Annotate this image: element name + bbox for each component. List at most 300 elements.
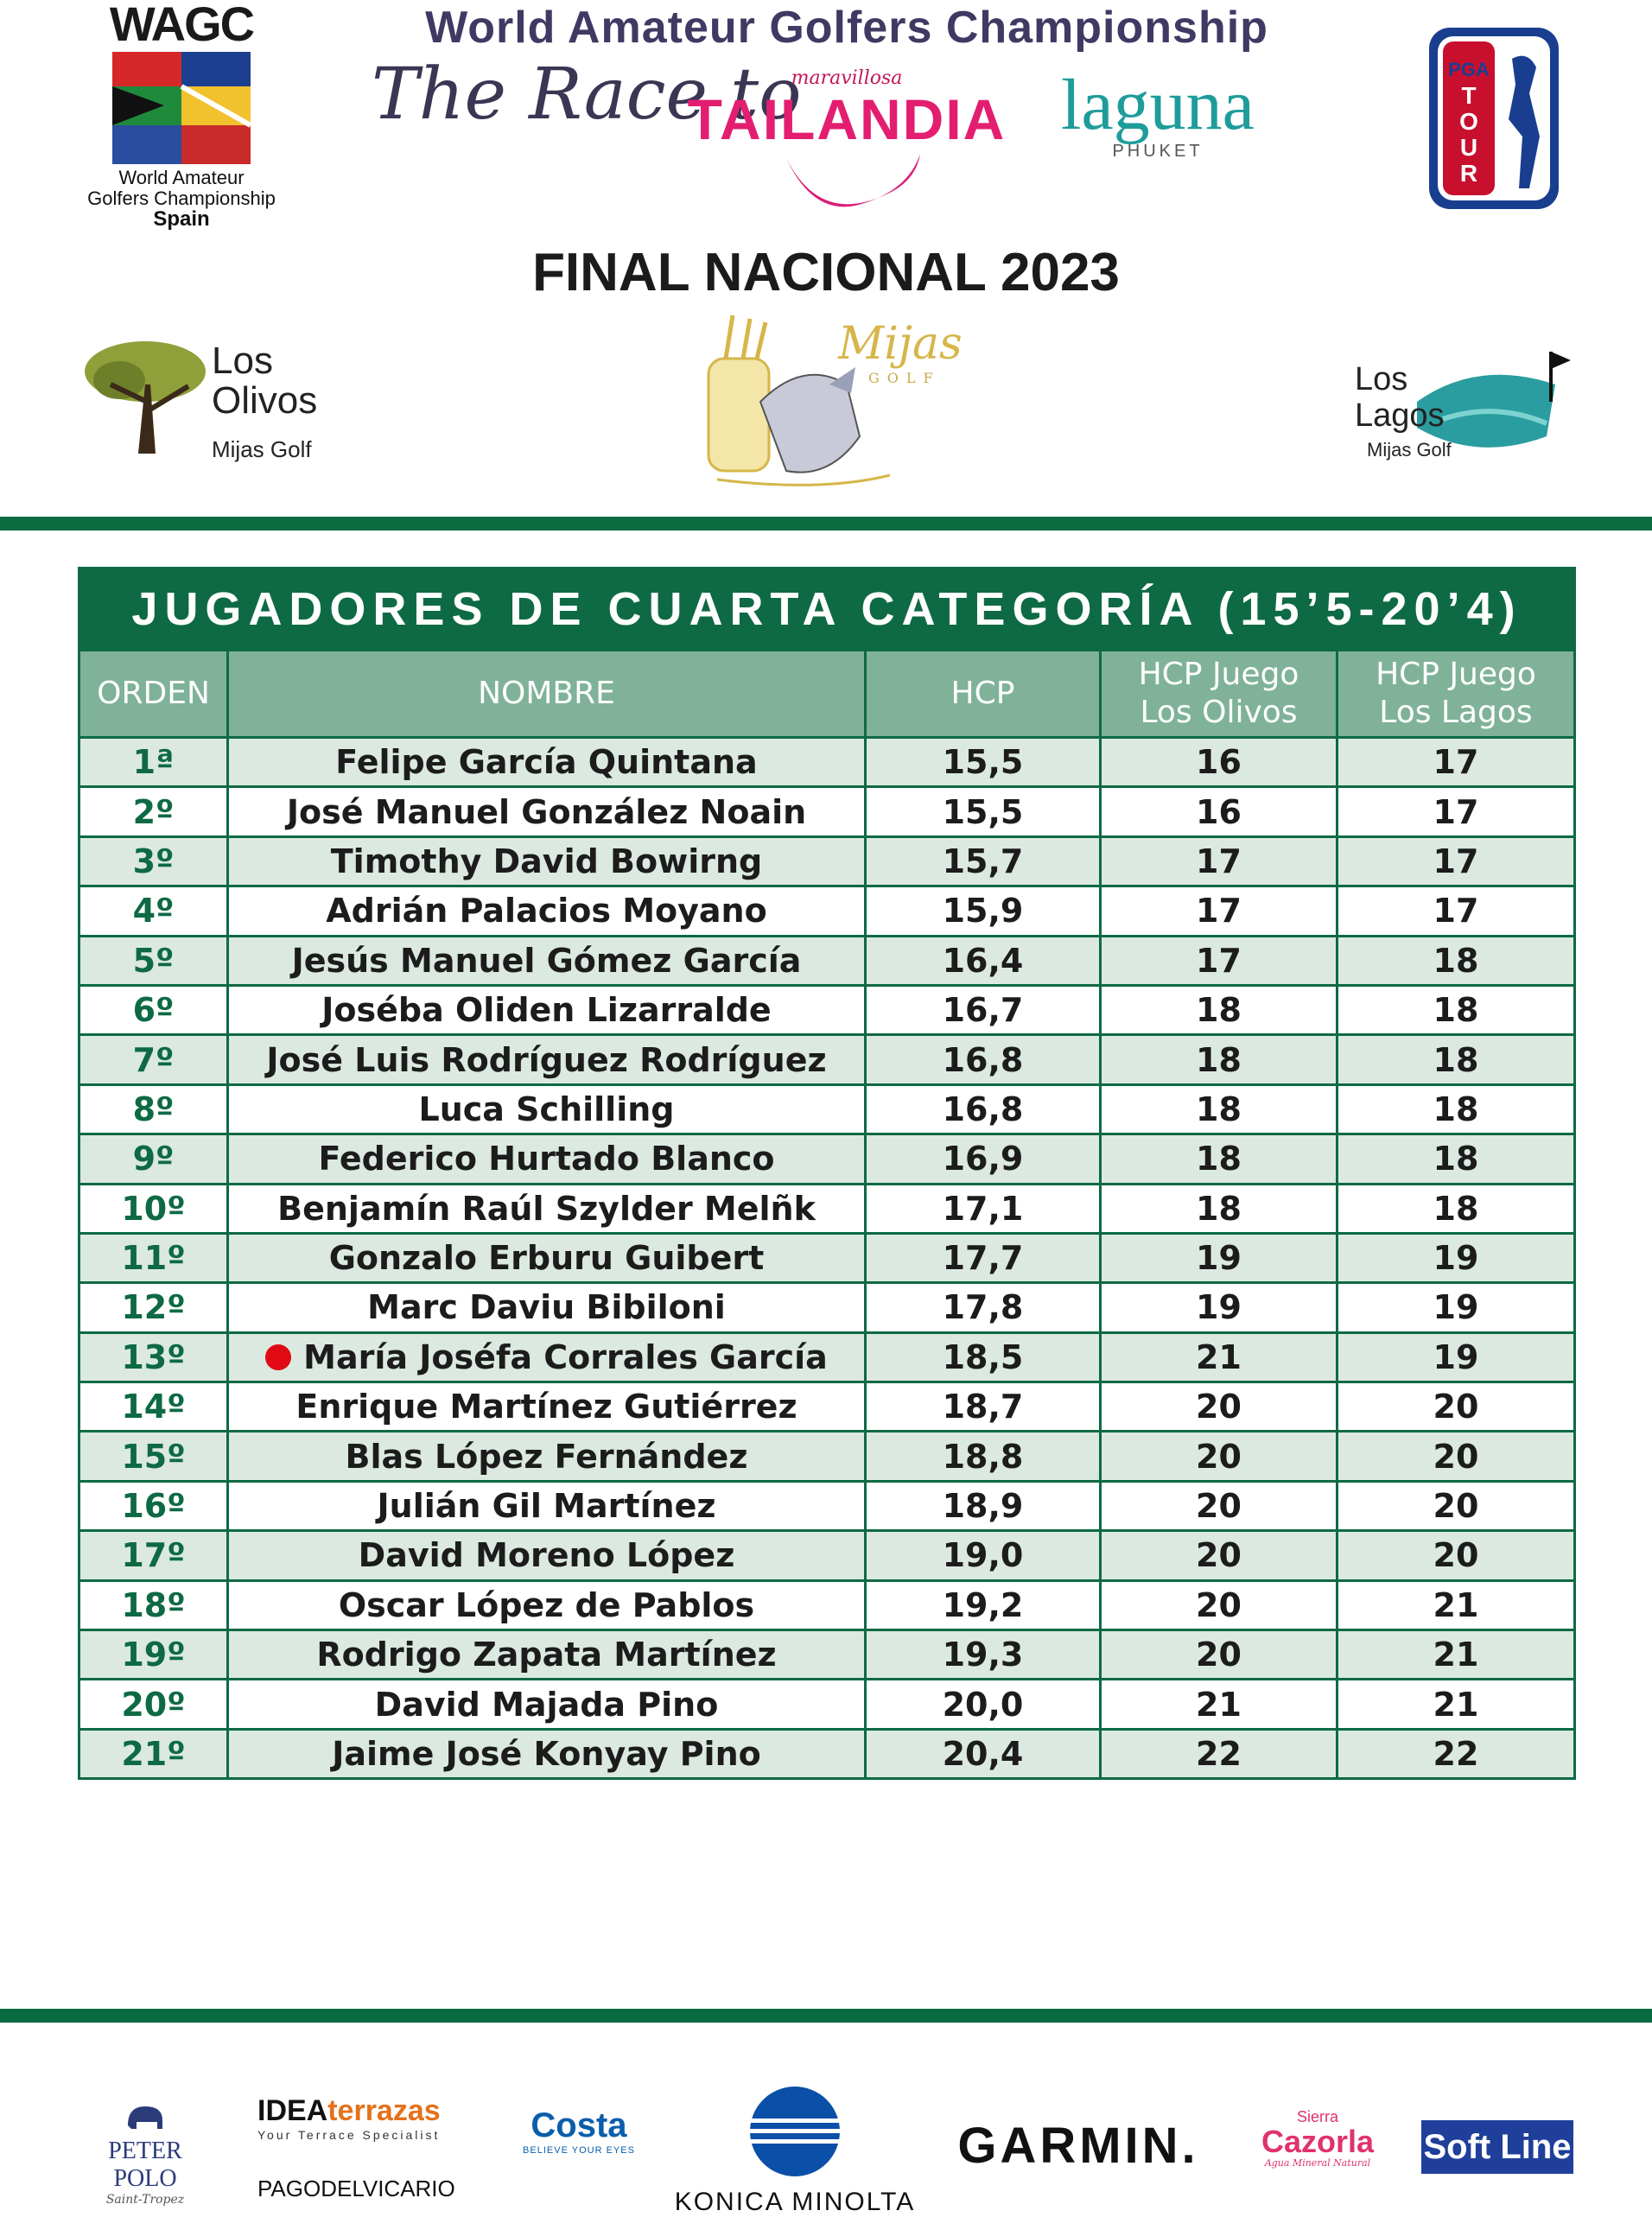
cell-hcp-olivos xyxy=(1102,1731,1338,1777)
cell-nombre-text: María Joséfa Corrales García xyxy=(303,1337,828,1376)
cell-orden-text: 7º xyxy=(132,1040,175,1079)
cell-hcp-olivos-text: 20 xyxy=(1196,1636,1242,1674)
table-row xyxy=(80,935,1573,984)
cell-hcp-text: 15,5 xyxy=(942,743,1024,782)
table-row xyxy=(80,1381,1573,1430)
cell-orden xyxy=(80,987,229,1033)
cell-hcp-text: 15,7 xyxy=(942,842,1024,880)
table-row xyxy=(80,1331,1573,1381)
cell-nombre xyxy=(229,1631,867,1678)
column-header-line: Los Olivos xyxy=(1140,695,1298,730)
sponsor-peter-polo-word: PETER POLO xyxy=(108,2138,182,2192)
cell-hcp-olivos-text: 18 xyxy=(1196,991,1242,1030)
cell-nombre xyxy=(229,788,867,835)
cell-orden-text: 13º xyxy=(121,1337,186,1376)
cell-hcp xyxy=(867,1086,1102,1133)
cell-hcp-olivos xyxy=(1102,788,1338,835)
cell-nombre-text: Federico Hurtado Blanco xyxy=(318,1140,775,1178)
cell-hcp-lagos-text: 19 xyxy=(1433,1239,1479,1278)
cell-hcp-lagos-text: 17 xyxy=(1433,892,1479,931)
cell-orden xyxy=(80,1483,229,1529)
table-row xyxy=(80,1480,1573,1529)
cell-hcp-olivos xyxy=(1102,1086,1338,1133)
table-row xyxy=(80,1529,1573,1579)
cell-hcp xyxy=(867,1284,1102,1331)
cell-orden xyxy=(80,1731,229,1777)
sponsor-idea-terrazas xyxy=(257,2094,473,2142)
cell-orden xyxy=(80,1383,229,1430)
cell-hcp xyxy=(867,1185,1102,1232)
cell-hcp xyxy=(867,739,1102,785)
sponsor-costa-word: Costa xyxy=(531,2106,627,2144)
olivos-name-line: Los xyxy=(212,340,273,382)
wagc-flags-emblem xyxy=(112,52,251,164)
cell-orden xyxy=(80,739,229,785)
pga-logo-letter-t: T xyxy=(1461,82,1477,109)
cell-hcp-text: 16,9 xyxy=(942,1140,1024,1178)
olivos-name-line: Olivos xyxy=(212,379,318,422)
cell-hcp-lagos xyxy=(1338,1582,1573,1629)
cell-hcp xyxy=(867,887,1102,934)
table-row xyxy=(80,1430,1573,1479)
sponsor-terrazas-word: terrazas xyxy=(327,2094,441,2127)
table-row xyxy=(80,1232,1573,1281)
cell-orden-text: 15º xyxy=(121,1437,186,1476)
cell-hcp-text: 18,9 xyxy=(942,1487,1024,1526)
cell-hcp-olivos xyxy=(1102,937,1338,984)
cell-hcp-lagos xyxy=(1338,1334,1573,1381)
cell-hcp-text: 17,8 xyxy=(942,1288,1024,1327)
cell-nombre-text: Timothy David Bowirng xyxy=(330,842,763,880)
olivos-name xyxy=(212,341,317,421)
cell-nombre xyxy=(229,1036,867,1083)
cell-hcp xyxy=(867,1532,1102,1579)
race-script: The Race to xyxy=(372,54,802,136)
cell-hcp-olivos xyxy=(1102,838,1338,885)
cell-hcp-olivos xyxy=(1102,1532,1338,1579)
cell-hcp-olivos-text: 16 xyxy=(1196,792,1242,831)
cell-hcp-text: 16,4 xyxy=(942,941,1024,980)
cell-nombre-text: José Manuel González Noain xyxy=(286,792,807,831)
wagc-logo-line: World Amateur xyxy=(118,167,245,188)
cell-hcp xyxy=(867,1235,1102,1281)
cell-hcp xyxy=(867,1135,1102,1182)
pga-logo-letter-r: R xyxy=(1459,160,1478,187)
cell-hcp-lagos-text: 18 xyxy=(1433,1089,1479,1128)
cell-hcp-text: 15,9 xyxy=(942,892,1024,931)
table-row xyxy=(80,835,1573,885)
sponsor-peter-polo xyxy=(76,2099,214,2207)
laguna-logo xyxy=(1028,65,1287,162)
cell-nombre-text: Luca Schilling xyxy=(418,1089,675,1128)
cell-orden xyxy=(80,1086,229,1133)
cell-nombre-text: Jesús Manuel Gómez García xyxy=(291,941,802,980)
cell-orden xyxy=(80,1631,229,1678)
cell-nombre xyxy=(229,739,867,785)
cell-hcp-lagos xyxy=(1338,1235,1573,1281)
cell-orden-text: 16º xyxy=(121,1487,186,1526)
cell-hcp-olivos-text: 18 xyxy=(1196,1140,1242,1178)
column-header-orden: ORDEN xyxy=(80,651,229,736)
table-row xyxy=(80,984,1573,1033)
wagc-logo-line: Golfers Championship xyxy=(87,187,276,209)
standings-table xyxy=(78,567,1576,1780)
sponsor-konica-minolta xyxy=(674,2084,916,2217)
cell-hcp xyxy=(867,987,1102,1033)
cell-hcp-olivos xyxy=(1102,1383,1338,1430)
cell-nombre xyxy=(229,987,867,1033)
sponsor-cazorla-top: Sierra xyxy=(1296,2108,1338,2125)
cell-hcp-olivos-text: 20 xyxy=(1196,1437,1242,1476)
cell-hcp-olivos xyxy=(1102,987,1338,1033)
cell-hcp-text: 17,7 xyxy=(942,1239,1024,1278)
cell-hcp-lagos xyxy=(1338,1383,1573,1430)
cell-hcp-lagos-text: 17 xyxy=(1433,842,1479,880)
cell-hcp-text: 18,8 xyxy=(942,1437,1024,1476)
final-title: FINAL NACIONAL 2023 xyxy=(532,243,1120,302)
table-body xyxy=(80,736,1573,1777)
cell-hcp-lagos-text: 19 xyxy=(1433,1288,1479,1327)
tailandia-logo xyxy=(683,67,1011,223)
pga-tour-logo xyxy=(1426,24,1564,214)
table-row xyxy=(80,1133,1573,1182)
cell-hcp xyxy=(867,1680,1102,1727)
cell-hcp-lagos xyxy=(1338,788,1573,835)
cell-orden xyxy=(80,788,229,835)
sponsor-costa xyxy=(518,2106,639,2156)
cell-nombre-text: David Moreno López xyxy=(358,1536,735,1575)
cell-hcp xyxy=(867,1731,1102,1777)
red-dot-marker-icon xyxy=(265,1344,291,1370)
cell-hcp-text: 15,5 xyxy=(942,792,1024,831)
cell-nombre-text: Gonzalo Erburu Guibert xyxy=(328,1239,765,1278)
cell-hcp-olivos xyxy=(1102,1432,1338,1479)
cell-orden xyxy=(80,1036,229,1083)
cell-orden-text: 9º xyxy=(132,1140,175,1178)
cell-nombre-text: Benjamín Raúl Szylder Melñk xyxy=(277,1189,816,1228)
cell-hcp-olivos xyxy=(1102,1582,1338,1629)
cell-orden xyxy=(80,1284,229,1331)
pga-logo-letter-u: U xyxy=(1459,134,1478,161)
cell-orden-text: 20º xyxy=(121,1685,186,1724)
cell-hcp-lagos xyxy=(1338,838,1573,885)
cell-hcp-lagos xyxy=(1338,1036,1573,1083)
cell-orden-text: 19º xyxy=(121,1636,186,1674)
wagc-logo xyxy=(52,0,311,242)
sponsor-sierra-cazorla xyxy=(1257,2108,1378,2169)
cell-hcp-olivos-text: 19 xyxy=(1196,1288,1242,1327)
table-title: JUGADORES DE CUARTA CATEGORÍA (15’5-20’4) xyxy=(80,569,1573,649)
cell-hcp-lagos xyxy=(1338,937,1573,984)
cell-hcp-olivos xyxy=(1102,1235,1338,1281)
cell-nombre xyxy=(229,1582,867,1629)
cell-nombre-text: Oscar López de Pablos xyxy=(338,1585,755,1624)
cell-hcp xyxy=(867,937,1102,984)
cell-hcp xyxy=(867,1582,1102,1629)
column-header-hcp-lagos xyxy=(1338,651,1573,736)
sponsor-konica-word: KONICA MINOLTA xyxy=(674,2188,916,2216)
wagc-logo-line: Spain xyxy=(153,207,210,231)
sponsor-idea-word: IDEA xyxy=(257,2094,328,2127)
cell-nombre xyxy=(229,1532,867,1579)
cell-orden-text: 4º xyxy=(132,892,175,931)
cell-hcp xyxy=(867,1383,1102,1430)
cell-nombre-text: Enrique Martínez Gutiérrez xyxy=(295,1388,797,1426)
cell-hcp-lagos xyxy=(1338,1185,1573,1232)
cell-hcp-text: 19,0 xyxy=(942,1536,1024,1575)
cell-hcp-lagos xyxy=(1338,987,1573,1033)
cell-hcp-olivos-text: 17 xyxy=(1196,941,1242,980)
cell-orden-text: 8º xyxy=(132,1089,175,1128)
column-header-nombre: NOMBRE xyxy=(229,651,867,736)
cell-nombre xyxy=(229,1731,867,1777)
cell-hcp-lagos xyxy=(1338,1135,1573,1182)
laguna-word: laguna xyxy=(1061,65,1255,145)
table-row xyxy=(80,1033,1573,1083)
cell-orden xyxy=(80,1432,229,1479)
cell-hcp-olivos xyxy=(1102,1284,1338,1331)
cell-nombre-text: David Majada Pino xyxy=(374,1685,719,1724)
sponsor-costa-sub: BELIEVE YOUR EYES xyxy=(523,2145,635,2156)
tailandia-word: TAILANDIA xyxy=(687,87,1007,151)
cell-nombre-text: Joséba Oliden Lizarralde xyxy=(321,991,772,1030)
cell-hcp-lagos-text: 18 xyxy=(1433,1040,1479,1079)
lagos-name-line: Los xyxy=(1355,361,1408,397)
cell-hcp-lagos xyxy=(1338,1731,1573,1777)
cell-nombre-text: José Luis Rodríguez Rodríguez xyxy=(266,1040,827,1079)
wagc-logo-word: WAGC xyxy=(109,0,254,51)
cell-orden-text: 18º xyxy=(121,1585,186,1624)
cell-nombre xyxy=(229,1680,867,1727)
cell-nombre xyxy=(229,1235,867,1281)
cell-hcp-lagos-text: 17 xyxy=(1433,792,1479,831)
table-row xyxy=(80,1728,1573,1777)
lagos-name-line: Lagos xyxy=(1355,397,1445,434)
cell-orden xyxy=(80,1185,229,1232)
cell-hcp xyxy=(867,838,1102,885)
cell-orden-text: 21º xyxy=(121,1735,186,1773)
cell-hcp-olivos-text: 17 xyxy=(1196,842,1242,880)
cell-hcp-olivos-text: 21 xyxy=(1196,1685,1242,1724)
cell-nombre-text: Adrián Palacios Moyano xyxy=(326,892,767,931)
sponsor-cazorla-word: Cazorla xyxy=(1261,2124,1375,2159)
cell-hcp-text: 16,7 xyxy=(942,991,1024,1030)
cell-hcp-olivos xyxy=(1102,739,1338,785)
table-row xyxy=(80,885,1573,934)
column-header-line: HCP Juego xyxy=(1138,657,1299,692)
cell-hcp-lagos-text: 20 xyxy=(1433,1487,1479,1526)
cell-hcp xyxy=(867,1334,1102,1381)
cell-nombre-text: Marc Daviu Bibiloni xyxy=(367,1288,726,1327)
cell-hcp-olivos-text: 20 xyxy=(1196,1487,1242,1526)
cell-hcp-text: 19,3 xyxy=(942,1636,1024,1674)
cell-hcp-lagos-text: 20 xyxy=(1433,1536,1479,1575)
cell-hcp-lagos-text: 21 xyxy=(1433,1636,1479,1674)
olivos-sub: Mijas Golf xyxy=(212,436,312,462)
cell-nombre xyxy=(229,1383,867,1430)
cell-hcp-olivos-text: 19 xyxy=(1196,1239,1242,1278)
cell-hcp-olivos-text: 16 xyxy=(1196,743,1242,782)
cell-hcp-text: 20,0 xyxy=(942,1685,1024,1724)
footer-divider xyxy=(0,2009,1652,2023)
cell-nombre xyxy=(229,1483,867,1529)
table-row xyxy=(80,1281,1573,1331)
cell-hcp xyxy=(867,1432,1102,1479)
cell-hcp-olivos-text: 18 xyxy=(1196,1089,1242,1128)
cell-nombre xyxy=(229,1086,867,1133)
cell-nombre xyxy=(229,1284,867,1331)
sponsor-idea-sub: Your Terrace Specialist xyxy=(257,2128,441,2142)
cell-nombre xyxy=(229,1135,867,1182)
cell-orden xyxy=(80,1680,229,1727)
konica-globe-icon xyxy=(743,2084,847,2179)
cell-hcp-text: 16,8 xyxy=(942,1089,1024,1128)
sponsor-softline: Soft Line xyxy=(1421,2120,1573,2174)
cell-hcp-olivos xyxy=(1102,1483,1338,1529)
cell-hcp-olivos-text: 18 xyxy=(1196,1040,1242,1079)
cell-hcp-olivos xyxy=(1102,1185,1338,1232)
cell-nombre xyxy=(229,1185,867,1232)
cell-hcp-olivos-text: 22 xyxy=(1196,1735,1242,1773)
cell-hcp-lagos-text: 20 xyxy=(1433,1437,1479,1476)
cell-hcp-lagos xyxy=(1338,1680,1573,1727)
pga-logo-text: PGA xyxy=(1448,59,1490,80)
cell-nombre xyxy=(229,937,867,984)
table-header-row xyxy=(80,649,1573,736)
cell-orden-text: 17º xyxy=(121,1536,186,1575)
mijas-sub: GOLF xyxy=(868,370,941,386)
cell-orden-text: 3º xyxy=(132,842,175,880)
cell-orden-text: 6º xyxy=(132,991,175,1030)
cell-hcp-olivos-text: 17 xyxy=(1196,892,1242,931)
cell-orden-text: 1ª xyxy=(132,743,175,782)
cell-orden xyxy=(80,1582,229,1629)
cell-hcp-lagos-text: 18 xyxy=(1433,941,1479,980)
cell-hcp-text: 18,5 xyxy=(942,1337,1024,1376)
cell-hcp-text: 19,2 xyxy=(942,1585,1024,1624)
tailandia-small: maravillosa xyxy=(791,67,903,89)
cell-orden xyxy=(80,937,229,984)
cell-orden-text: 5º xyxy=(132,941,175,980)
cell-hcp-olivos-text: 20 xyxy=(1196,1388,1242,1426)
cell-hcp-olivos-text: 20 xyxy=(1196,1536,1242,1575)
table-row xyxy=(80,1579,1573,1629)
cell-hcp-olivos xyxy=(1102,1036,1338,1083)
cell-nombre xyxy=(229,887,867,934)
cell-hcp-lagos-text: 17 xyxy=(1433,743,1479,782)
table-row xyxy=(80,1678,1573,1727)
cell-nombre-text: Julián Gil Martínez xyxy=(377,1487,716,1526)
cell-hcp-lagos xyxy=(1338,1432,1573,1479)
cell-orden-text: 14º xyxy=(121,1388,186,1426)
cell-hcp-olivos xyxy=(1102,1135,1338,1182)
cell-orden xyxy=(80,1135,229,1182)
elephant-icon xyxy=(119,2099,171,2134)
cell-orden xyxy=(80,838,229,885)
cell-orden-text: 11º xyxy=(121,1239,186,1278)
mijas-word: Mijas xyxy=(838,318,963,370)
cell-hcp-olivos-text: 21 xyxy=(1196,1337,1242,1376)
cell-orden-text: 10º xyxy=(121,1189,186,1228)
event-title: World Amateur Golfers Championship xyxy=(425,3,1268,53)
cell-orden xyxy=(80,887,229,934)
cell-hcp-lagos-text: 21 xyxy=(1433,1585,1479,1624)
sponsor-pago-del-vicario: PAGODELVICARIO xyxy=(257,2176,455,2201)
cell-hcp xyxy=(867,788,1102,835)
header-divider xyxy=(0,517,1652,530)
lagos-name xyxy=(1355,361,1445,434)
cell-hcp-olivos-text: 18 xyxy=(1196,1189,1242,1228)
table-row xyxy=(80,785,1573,835)
column-header-line: Los Lagos xyxy=(1379,695,1533,730)
cell-hcp-lagos-text: 18 xyxy=(1433,1189,1479,1228)
column-header-hcp-olivos xyxy=(1102,651,1338,736)
laguna-sub: PHUKET xyxy=(1112,142,1204,161)
cell-hcp-lagos-text: 19 xyxy=(1433,1337,1479,1376)
cell-hcp-lagos xyxy=(1338,739,1573,785)
cell-nombre-text: Rodrigo Zapata Martínez xyxy=(316,1636,777,1674)
cell-hcp-lagos-text: 22 xyxy=(1433,1735,1479,1773)
lagos-sub: Mijas Golf xyxy=(1367,439,1452,461)
sponsor-peter-polo-sub: Saint-Tropez xyxy=(105,2193,185,2207)
cell-nombre-text: Jaime José Konyay Pino xyxy=(332,1735,761,1773)
cell-nombre xyxy=(229,1334,867,1381)
cell-hcp-lagos xyxy=(1338,887,1573,934)
cell-orden xyxy=(80,1532,229,1579)
cell-hcp-lagos xyxy=(1338,1284,1573,1331)
sponsor-cazorla-sub: Agua Mineral Natural xyxy=(1264,2157,1371,2169)
cell-hcp-olivos xyxy=(1102,887,1338,934)
table-row xyxy=(80,1083,1573,1133)
cell-orden-text: 2º xyxy=(132,792,175,831)
cell-hcp-text: 18,7 xyxy=(942,1388,1024,1426)
pga-logo-letter-o: O xyxy=(1459,108,1478,135)
cell-hcp-lagos xyxy=(1338,1631,1573,1678)
table-row xyxy=(80,1629,1573,1678)
cell-nombre-text: Blas López Fernández xyxy=(345,1437,748,1476)
table-row xyxy=(80,1183,1573,1232)
cell-hcp-lagos-text: 21 xyxy=(1433,1685,1479,1724)
cell-hcp-lagos-text: 18 xyxy=(1433,991,1479,1030)
cell-hcp-lagos-text: 20 xyxy=(1433,1388,1479,1426)
cell-hcp-lagos xyxy=(1338,1086,1573,1133)
column-header-hcp: HCP xyxy=(867,651,1102,736)
cell-hcp-lagos xyxy=(1338,1532,1573,1579)
cell-orden-text: 12º xyxy=(121,1288,186,1327)
cell-hcp-lagos-text: 18 xyxy=(1433,1140,1479,1178)
cell-hcp-olivos xyxy=(1102,1680,1338,1727)
cell-hcp xyxy=(867,1036,1102,1083)
cell-nombre-text: Felipe García Quintana xyxy=(335,743,758,782)
cell-orden xyxy=(80,1334,229,1381)
tailandia-swoosh-icon xyxy=(760,149,933,227)
cell-nombre xyxy=(229,1432,867,1479)
cell-hcp-text: 17,1 xyxy=(942,1189,1024,1228)
column-header-line: HCP Juego xyxy=(1376,657,1536,692)
sponsor-garmin: GARMIN. xyxy=(957,2118,1199,2174)
cell-hcp-olivos-text: 20 xyxy=(1196,1585,1242,1624)
cell-nombre xyxy=(229,838,867,885)
cell-orden xyxy=(80,1235,229,1281)
cell-hcp-text: 16,8 xyxy=(942,1040,1024,1079)
cell-hcp-olivos xyxy=(1102,1334,1338,1381)
cell-hcp-lagos xyxy=(1338,1483,1573,1529)
cell-hcp-olivos xyxy=(1102,1631,1338,1678)
table-row xyxy=(80,736,1573,785)
cell-hcp xyxy=(867,1631,1102,1678)
cell-hcp xyxy=(867,1483,1102,1529)
cell-hcp-text: 20,4 xyxy=(942,1735,1024,1773)
